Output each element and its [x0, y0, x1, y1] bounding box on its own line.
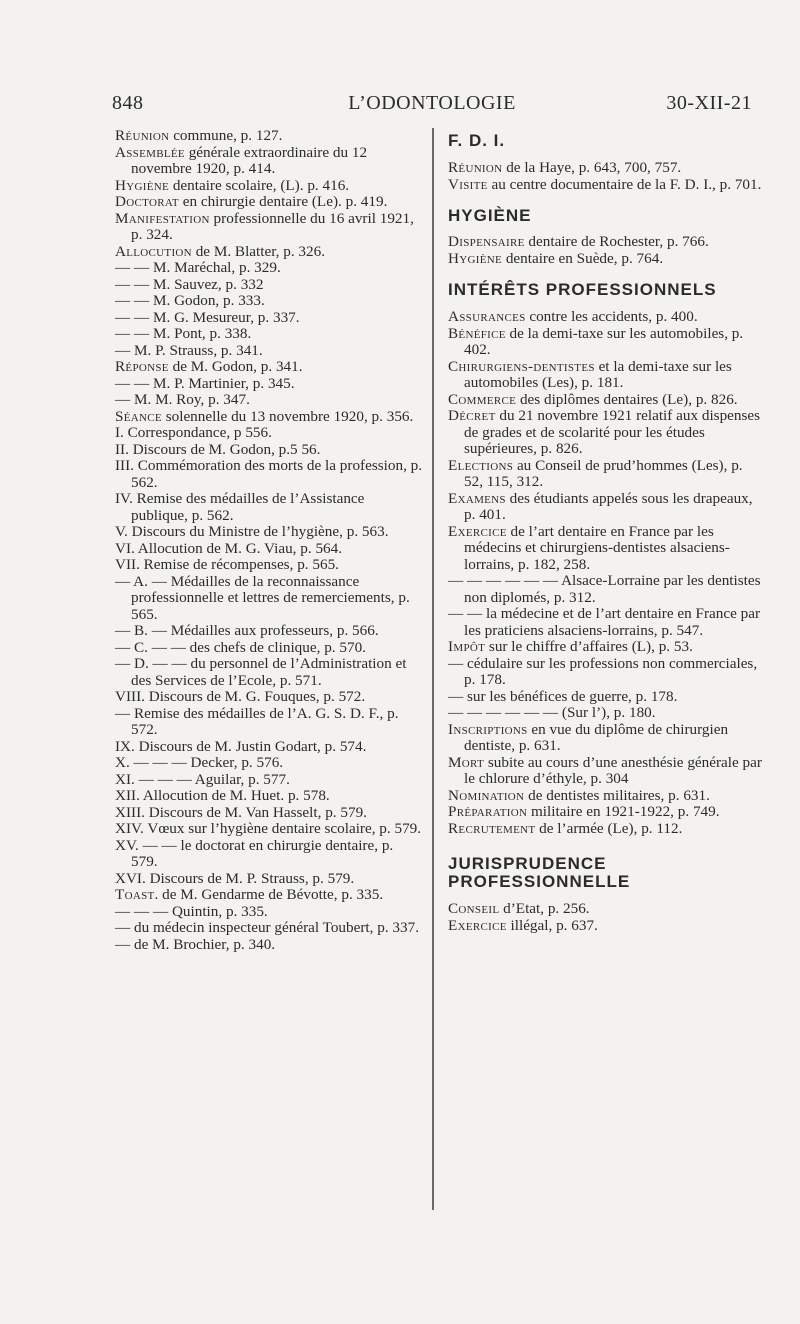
entry-text: VI. Allocution de M. G. Viau, p. 564. — [115, 539, 343, 557]
index-entry — [115, 260, 423, 277]
index-entry — [115, 920, 423, 937]
entry-text: de la demi-taxe sur les automobiles, p. 402. — [464, 324, 744, 358]
section-jurisprudence — [448, 901, 762, 934]
index-entry — [448, 234, 762, 251]
entry-text: de dentistes militaires, p. 631. — [524, 786, 710, 804]
index-entry — [115, 376, 423, 393]
entry-keyword: Chirurgiens-dentistes — [448, 357, 595, 375]
index-entry — [115, 821, 423, 838]
entry-keyword: Manifestation — [115, 209, 210, 227]
index-entry — [448, 788, 762, 805]
entry-text: X. — — — Decker, p. 576. — [115, 754, 284, 771]
entry-text: subite au cours d’une anesthésie générale par le chlorure d’éthyle, p. 304 — [464, 753, 762, 787]
index-entry — [448, 918, 762, 935]
index-entry — [448, 821, 762, 838]
index-entry — [448, 722, 762, 755]
index-entry — [448, 309, 762, 326]
entry-text: du 21 novembre 1921 relatif aux dispenses de grades et de scolarité pour les études supérieures, p. 826. — [464, 407, 761, 457]
page-number: 848 — [112, 92, 144, 114]
entry-text: en chirurgie dentaire (Le). p. 419. — [178, 193, 388, 210]
index-entry — [115, 623, 423, 640]
entry-keyword: Hygiène — [448, 249, 503, 267]
entry-text: solennelle du 13 novembre 1920, p. 356. — [161, 407, 414, 425]
entry-text: contre les accidents, p. 400. — [525, 308, 698, 325]
entry-text: — du médecin inspecteur général Toubert, p. 337. — [115, 919, 420, 936]
entry-keyword: Conseil — [448, 900, 500, 917]
entry-text: de M. Godon, p. 341. — [168, 358, 303, 375]
index-entry — [115, 739, 423, 756]
entry-text: d’Etat, p. 256. — [499, 900, 590, 917]
entry-keyword: Exercice — [448, 916, 507, 934]
index-entry — [115, 491, 423, 524]
index-entry — [115, 805, 423, 822]
entry-text: — cédulaire sur les professions non commerciales, p. 178. — [448, 654, 758, 688]
entry-text: VII. Remise de récompenses, p. 565. — [115, 556, 339, 573]
entry-text: des étudiants appelés sous les drapeaux, p. 401. — [464, 489, 753, 523]
index-entry — [115, 194, 423, 211]
index-entry — [448, 177, 762, 194]
index-entry — [115, 838, 423, 871]
index-entry — [115, 788, 423, 805]
entry-text: — — M. Pont, p. 338. — [115, 325, 252, 342]
section-fdi — [448, 160, 762, 193]
section-heading-hygiene: HYGIÈNE — [448, 206, 532, 225]
entry-keyword: Recrutement — [448, 819, 536, 837]
entry-keyword: Réunion — [115, 127, 170, 144]
entry-text: — D. — — du personnel de l’Administration et des Services de l’Ecole, p. 571. — [115, 655, 407, 689]
entry-keyword: Bénéfice — [448, 324, 506, 342]
index-entry — [448, 639, 762, 656]
index-entry — [115, 574, 423, 624]
index-entry — [115, 343, 423, 360]
entry-text: V. Discours du Ministre de l’hygiène, p. 563. — [115, 523, 389, 540]
entry-text: — — M. Godon, p. 333. — [115, 292, 265, 309]
entry-keyword: Examens — [448, 489, 506, 507]
index-entry — [115, 310, 423, 327]
entry-keyword: Préparation — [448, 803, 528, 820]
index-entry — [115, 887, 423, 904]
entry-keyword: Doctorat — [115, 193, 179, 210]
journal-title: L’ODONTOLOGIE — [348, 92, 516, 114]
section-heading-jurisprudence: JURISPRUDENCE PROFESSIONNELLE — [448, 854, 631, 891]
index-entry — [115, 706, 423, 739]
entry-keyword: Commerce — [448, 390, 517, 408]
entry-keyword: Toast — [115, 886, 155, 903]
entry-keyword: Impôt — [448, 638, 486, 655]
entry-text: — A. — Médailles de la reconnaissance professionnelle et lettres de remerciements, p. 565. — [115, 572, 410, 623]
index-entry — [115, 293, 423, 310]
entry-text: dentaire scolaire, (L). p. 416. — [169, 176, 350, 194]
index-entry — [115, 128, 423, 145]
entry-text: IV. Remise des médailles de l’Assistance publique, p. 562. — [115, 490, 365, 524]
entry-text: — — M. Sauvez, p. 332 — [115, 275, 264, 293]
entry-text: — Remise des médailles de l’A. G. S. D. F., p. 572. — [115, 704, 399, 738]
index-entry — [448, 408, 762, 458]
index-entry — [115, 277, 423, 294]
index-entry — [115, 656, 423, 689]
entry-text: au Conseil de prud’hommes (Les), p. 52, 115, 312. — [464, 456, 743, 490]
index-entry — [115, 640, 423, 657]
index-entry — [448, 251, 762, 268]
entry-text: illégal, p. 637. — [506, 916, 598, 934]
index-entry — [115, 409, 423, 426]
index-entry — [448, 656, 762, 689]
entry-text: XI. — — — Aguilar, p. 577. — [115, 770, 290, 788]
index-entry — [448, 755, 762, 788]
entry-keyword: Réunion — [448, 159, 503, 176]
section-interets — [448, 309, 762, 837]
index-entry — [115, 145, 423, 178]
index-entry — [115, 871, 423, 888]
entry-keyword: Exercice — [448, 522, 507, 540]
entry-keyword: Mort — [448, 753, 485, 771]
index-entry — [115, 524, 423, 541]
entry-keyword: Dispensaire — [448, 233, 525, 250]
index-entry — [115, 326, 423, 343]
index-entry — [115, 211, 423, 244]
entry-text: commune, p. 127. — [169, 127, 283, 144]
entry-text: XV. — — le doctorat en chirurgie dentaire, p. 579. — [115, 836, 394, 870]
index-entry — [115, 541, 423, 558]
entry-keyword: Visite — [448, 175, 488, 193]
index-entry — [448, 359, 762, 392]
entry-text: — — — Quintin, p. 335. — [115, 902, 268, 920]
entry-keyword: Réponse — [115, 358, 169, 375]
issue-date: 30-XII-21 — [666, 92, 752, 114]
index-entry — [448, 326, 762, 359]
index-entry — [115, 689, 423, 706]
entry-text: dentaire en Suède, p. 764. — [502, 249, 664, 267]
entry-text: XIII. Discours de M. Van Hasselt, p. 579. — [115, 803, 367, 821]
index-entry — [448, 491, 762, 524]
entry-text: — — M. G. Mesureur, p. 337. — [115, 308, 300, 326]
index-entry — [115, 557, 423, 574]
entry-text: III. Commémoration des morts de la profession, p. 562. — [115, 457, 423, 491]
section-hygiene — [448, 234, 762, 267]
index-entry — [448, 392, 762, 409]
entry-text: — — — — — — Alsace-Lorraine par les dentistes non diplomés, p. 312. — [448, 572, 761, 606]
index-entry — [115, 178, 423, 195]
entry-text: VIII. Discours de M. G. Fouques, p. 572. — [115, 688, 366, 705]
entry-text: — M. P. Strauss, p. 341. — [115, 341, 263, 359]
index-entry — [448, 573, 762, 606]
index-entry — [448, 458, 762, 491]
entry-text: de M. Blatter, p. 326. — [191, 242, 326, 260]
section-heading-interets: INTÉRÊTS PROFESSIONNELS — [448, 280, 717, 299]
entry-text: XIV. Vœux sur l’hygiène dentaire scolaire, p. 579. — [115, 820, 422, 837]
entry-text: — sur les bénéfices de guerre, p. 178. — [448, 687, 678, 705]
entry-keyword: Allocution — [115, 242, 192, 260]
entry-text: de l’art dentaire en France par les médecins et chirurgiens-dentistes alsaciens-lorrains, p. 182, 258. — [464, 522, 730, 573]
entry-text: au centre documentaire de la F. D. I., p. 701. — [487, 175, 762, 193]
index-entry — [115, 937, 423, 954]
entry-text: générale extraordinaire du 12 novembre 1920, p. 414. — [131, 143, 368, 177]
column-divider — [432, 128, 434, 1210]
left-column — [115, 128, 423, 953]
index-entry — [115, 458, 423, 491]
entry-text: — — M. P. Martinier, p. 345. — [115, 374, 295, 392]
entry-text: sur le chiffre d’affaires (L), p. 53. — [485, 638, 693, 655]
index-entry — [448, 705, 762, 722]
index-entry — [448, 804, 762, 821]
entry-text: des diplômes dentaires (Le), p. 826. — [516, 390, 738, 408]
index-entry — [448, 160, 762, 177]
entry-text: de la Haye, p. 643, 700, 757. — [502, 159, 682, 176]
entry-keyword: Décret — [448, 407, 496, 424]
entry-text: de l’armée (Le), p. 112. — [535, 819, 683, 837]
section-heading-fdi: F. D. I. — [448, 131, 506, 150]
index-entry — [115, 359, 423, 376]
index-entry — [115, 772, 423, 789]
entry-text: — — M. Maréchal, p. 329. — [115, 259, 281, 276]
entry-text: — M. M. Roy, p. 347. — [115, 391, 250, 408]
index-entry — [115, 392, 423, 409]
index-entry — [115, 244, 423, 261]
index-entry — [448, 901, 762, 918]
entry-keyword: Elections — [448, 456, 514, 474]
entry-keyword: Assemblée — [115, 143, 185, 161]
entry-text: — C. — — des chefs de clinique, p. 570. — [115, 638, 366, 656]
entry-text: militaire en 1921-1922, p. 749. — [527, 803, 720, 820]
entry-text: — B. — Médailles aux professeurs, p. 566. — [115, 622, 379, 639]
entry-text: XVI. Discours de M. P. Strauss, p. 579. — [115, 869, 355, 887]
index-entry — [448, 689, 762, 706]
page-header — [112, 92, 752, 122]
entry-text: — — la médecine et de l’art dentaire en France par les praticiens alsaciens-lorrains, p. 547. — [448, 605, 761, 639]
entry-text: dentaire de Rochester, p. 766. — [524, 233, 709, 250]
index-entry — [448, 606, 762, 639]
index-entry — [115, 755, 423, 772]
index-entry — [115, 425, 423, 442]
entry-text: . de M. Gendarme de Bévotte, p. 335. — [154, 886, 384, 903]
entry-text: — de M. Brochier, p. 340. — [115, 935, 276, 953]
entry-keyword: Nomination — [448, 786, 525, 804]
right-column — [448, 128, 762, 934]
entry-text: XII. Allocution de M. Huet. p. 578. — [115, 787, 330, 804]
entry-keyword: Inscriptions — [448, 720, 528, 738]
index-entry — [115, 442, 423, 459]
entry-keyword: Séance — [115, 407, 162, 425]
entry-text: en vue du diplôme de chirurgien dentiste, p. 631. — [464, 720, 729, 754]
entry-text: — — — — — — (Sur l’), p. 180. — [448, 704, 656, 721]
entry-keyword: Hygiène — [115, 176, 170, 194]
entry-text: IX. Discours de M. Justin Godart, p. 574. — [115, 737, 367, 755]
entry-text: professionnelle du 16 avril 1921, p. 324. — [131, 209, 414, 243]
entry-text: I. Correspondance, p 556. — [115, 424, 272, 441]
entry-text: II. Discours de M. Godon, p.5 56. — [115, 440, 321, 458]
index-entry — [115, 904, 423, 921]
entry-keyword: Assurances — [448, 308, 526, 325]
entry-text: et la demi-taxe sur les automobiles (Les), p. 181. — [464, 357, 732, 391]
index-entry — [448, 524, 762, 574]
